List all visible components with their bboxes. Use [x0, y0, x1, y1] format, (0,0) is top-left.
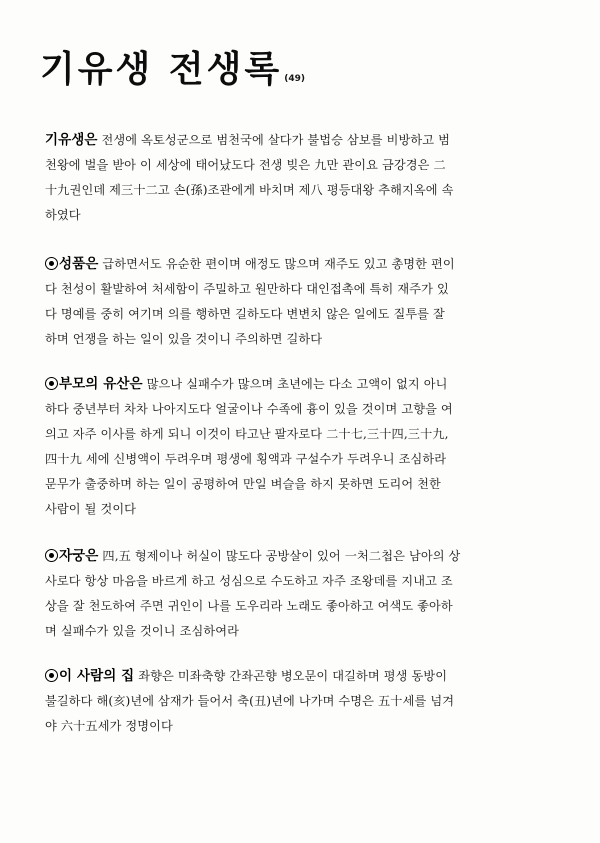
circle-bullet-icon — [45, 549, 58, 562]
section-heading: 이 사람의 집 — [59, 668, 135, 684]
section-personality — [45, 252, 565, 352]
page-number: (49) — [284, 74, 305, 84]
text-line: 불길하다 해(亥)년에 삼재가 들어서 축(丑)년에 나가며 수명은 五十세를 넘겨 — [45, 694, 455, 708]
section-children — [45, 544, 565, 644]
section-heading: 부모의 유산은 — [59, 376, 143, 392]
line-text: 전생에 옥토성군으로 범천국에 살다가 불법승 삼보를 비방하고 범 — [97, 133, 450, 147]
text-line: 하다 중년부터 차차 나아지도다 얼굴이나 수족에 흉이 있을 것이며 고향을 여 — [45, 402, 453, 416]
line-text: 많으나 실패수가 많으며 초년에는 다소 고액이 없지 아니 — [142, 377, 448, 391]
title-text: 기유생 전생록 — [40, 49, 283, 90]
text-line: 상을 잘 천도하여 주면 귀인이 나를 도우리라 노래도 좋아하고 여색도 좋아하 — [45, 599, 453, 613]
section-house — [45, 664, 565, 739]
text-line — [45, 372, 565, 397]
circle-bullet-icon — [45, 257, 58, 270]
section-heading: 자궁은 — [59, 548, 99, 564]
text-line: 四十九 세에 신병액이 두려우며 평생에 횡액과 구설수가 두려우니 조심하라 — [45, 452, 447, 466]
text-line: 사람이 될 것이다 — [45, 502, 137, 516]
text-line: 하며 언쟁을 하는 일이 있을 것이니 주의하면 길하다 — [45, 332, 323, 346]
line-text: 좌향은 미좌축향 간좌곤향 병오문이 대길하며 평생 동방이 — [134, 669, 448, 683]
text-line: 야 六十五세가 정명이다 — [45, 719, 173, 733]
text-line: 며 실패수가 있을 것이니 조심하여라 — [45, 624, 239, 638]
text-line: 다 명예를 중히 여기며 의를 행하면 길하도다 변변치 않은 일에도 질투를 잘 — [45, 307, 445, 321]
section-inheritance — [45, 372, 565, 522]
line-text: 급하면서도 유순한 편이며 애정도 많으며 재주도 있고 총명한 편이 — [98, 257, 455, 271]
text-line: 十九권인데 제三十二고 손(孫)조관에게 바치며 제八 평등대왕 추해지옥에 속 — [45, 183, 454, 197]
circle-bullet-icon — [45, 669, 58, 682]
text-line: 사로다 항상 마음을 바르게 하고 성심으로 수도하고 자주 조왕데를 지내고 조 — [45, 574, 453, 588]
text-line: 하였다 — [45, 208, 81, 222]
section-past-life — [45, 128, 565, 228]
circle-bullet-icon — [45, 377, 58, 390]
text-line — [45, 664, 565, 689]
text-line: 다 천성이 활발하여 처세함이 주밀하고 원만하다 대인접촉에 특히 재주가 있 — [45, 282, 449, 296]
text-line: 의고 자주 이사를 하게 되니 이것이 타고난 팔자로다 二十七,三十四,三十九, — [45, 427, 449, 441]
text-line — [45, 252, 565, 277]
section-heading: 성품은 — [59, 256, 99, 272]
text-line: 천왕에 벌을 받아 이 세상에 태어났도다 전생 빚은 九만 관이요 금강경은 二 — [45, 158, 446, 172]
text-line — [45, 128, 565, 153]
text-line: 문무가 출중하며 하는 일이 공평하여 만일 벼슬을 하지 못하면 도리어 천한 — [45, 477, 441, 491]
page-title — [40, 49, 305, 90]
text-line — [45, 544, 565, 569]
section-heading: 기유생은 — [45, 132, 98, 148]
line-text: 四,五 형제이나 허실이 많도다 공방살이 있어 一처二첩은 남아의 상 — [98, 549, 461, 563]
